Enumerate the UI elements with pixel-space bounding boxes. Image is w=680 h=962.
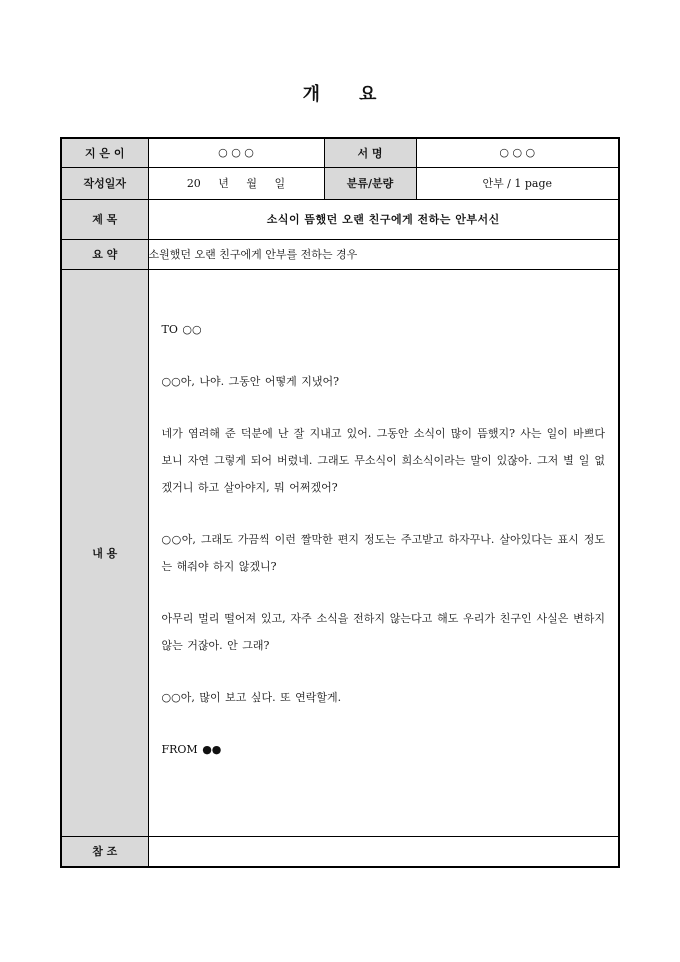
reference-label: 참 조 <box>61 836 148 867</box>
page-title-part2: 요 <box>359 84 378 105</box>
author-label: 지 은 이 <box>61 138 148 167</box>
content-label: 내 용 <box>61 269 148 836</box>
reference-value <box>148 836 619 867</box>
summary-label: 요 약 <box>61 239 148 269</box>
page-title <box>0 80 680 106</box>
row-date <box>61 167 619 199</box>
author-value: ○ ○ ○ <box>148 138 324 167</box>
letter-paragraph: ○○아, 나야. 그동안 어떻게 지냈어? <box>161 374 340 388</box>
subject-label: 제 목 <box>61 199 148 239</box>
signature-value: ○ ○ ○ <box>416 138 619 167</box>
letter-paragraph: 네가 염려해 준 덕분에 난 잘 지내고 있어. 그동안 소식이 많이 뜸했지? 사는 일이 바쁘다보니 자연 그렇게 되어 버렸네. 그래도 무소식이 희소식이라는 말이 있잖아. 그저 별 일 없겠거니 하고 살아야지, 뭐 어쩌겠어? <box>161 426 605 494</box>
date-label: 작성일자 <box>61 167 148 199</box>
date-value: 20 년 월 일 <box>148 167 324 199</box>
row-summary <box>61 239 619 269</box>
category-value: 안부 / 1 page <box>416 167 619 199</box>
subject-value: 소식이 뜸했던 오랜 친구에게 전하는 안부서신 <box>148 199 619 239</box>
row-content <box>61 269 619 836</box>
page-title-part1: 개 <box>302 84 321 105</box>
row-subject <box>61 199 619 239</box>
letter-paragraph: ○○아, 그래도 가끔씩 이런 짤막한 편지 정도는 주고받고 하자꾸나. 살아있다는 표시 정도는 해줘야 하지 않겠니? <box>161 532 605 573</box>
row-author <box>61 138 619 167</box>
letter-body <box>148 269 619 836</box>
document-overview-table <box>60 137 620 868</box>
category-label: 분류/분량 <box>324 167 416 199</box>
letter-greeting: TO ○○ <box>161 322 202 336</box>
row-reference <box>61 836 619 867</box>
signature-label: 서 명 <box>324 138 416 167</box>
letter-closing: FROM ●● <box>161 742 222 756</box>
summary-value: 소원했던 오랜 친구에게 안부를 전하는 경우 <box>148 239 619 269</box>
letter-paragraph: ○○아, 많이 보고 싶다. 또 연락할게. <box>161 690 342 704</box>
letter-paragraph: 아무리 멀리 떨어져 있고, 자주 소식을 전하지 않는다고 해도 우리가 친구인 사실은 변하지 않는 거잖아. 안 그래? <box>161 611 605 652</box>
